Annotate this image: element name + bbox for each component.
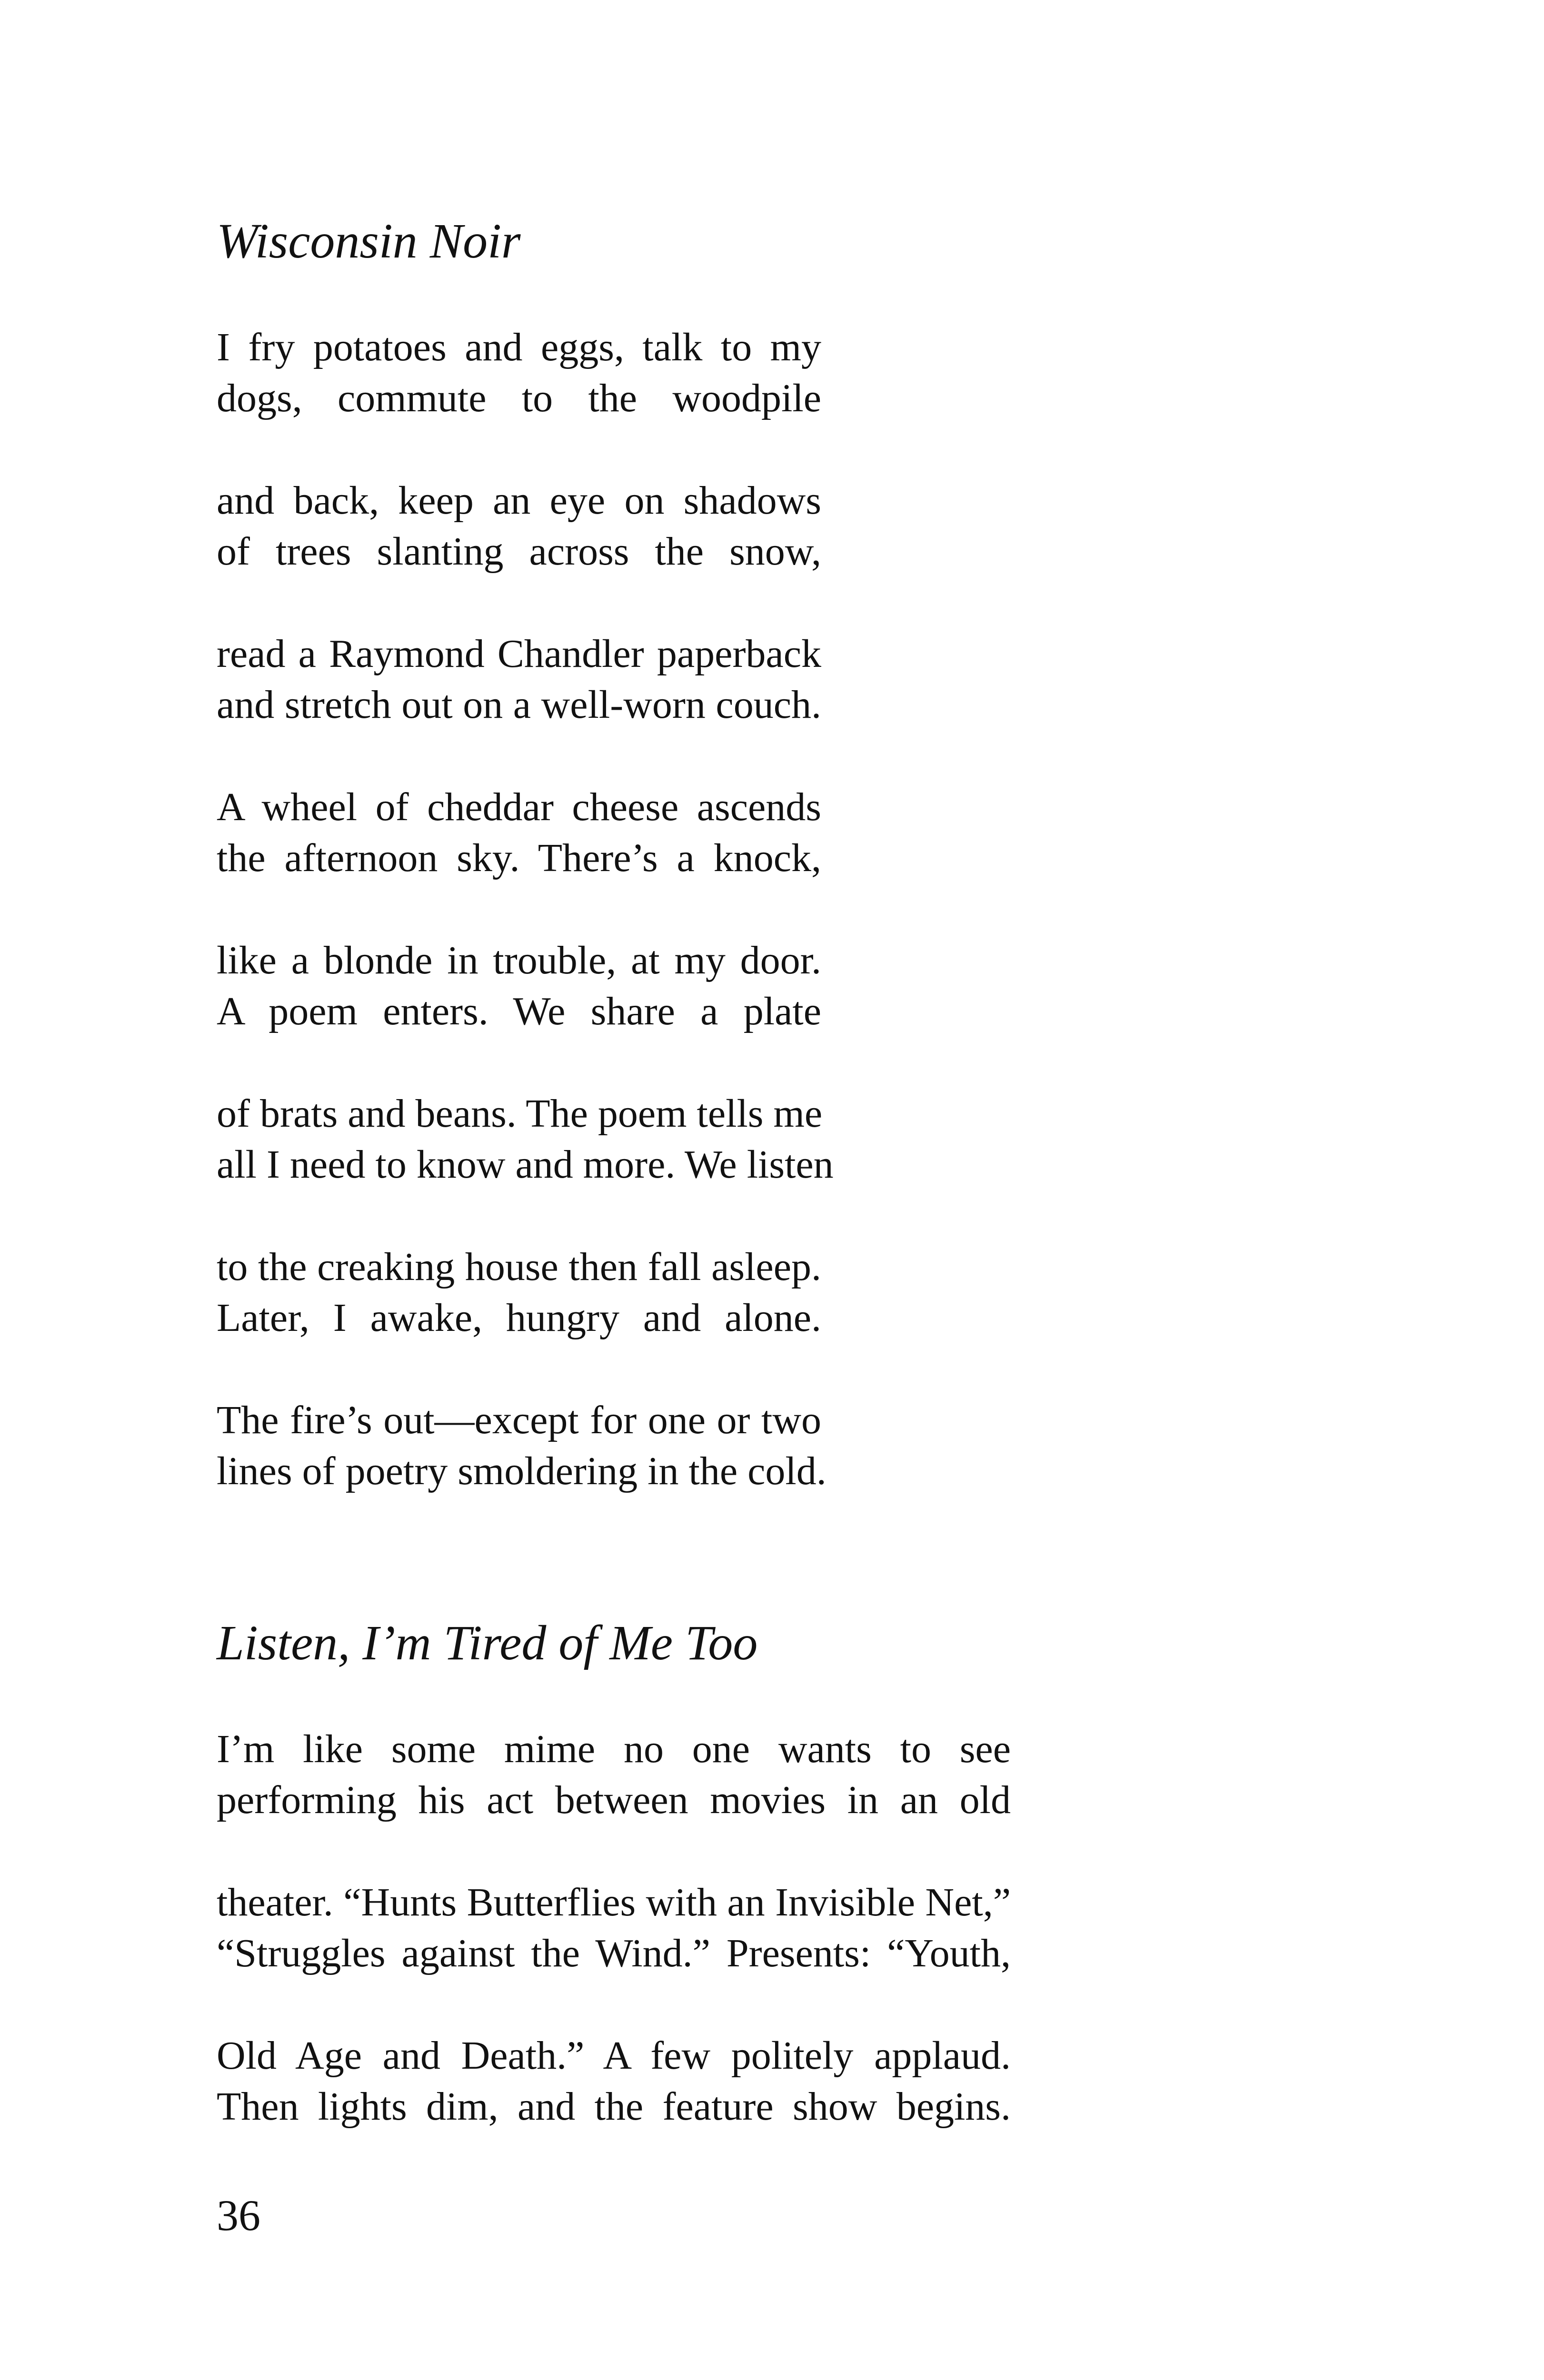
poem-title: Listen, I’m Tired of Me Too [217, 1616, 758, 1670]
poem-line: of trees slanting across the snow, [217, 529, 821, 574]
poem-line: Old Age and Death.” A few politely applaud. [217, 2033, 1011, 2078]
poem-line: the afternoon sky. There’s a knock, [217, 836, 821, 880]
poem-line: and stretch out on a well-worn couch. [217, 683, 821, 727]
poem-line: and back, keep an eye on shadows [217, 478, 821, 523]
poem-line: dogs, commute to the woodpile [217, 376, 821, 420]
page-number: 36 [217, 2191, 260, 2240]
poem-title: Wisconsin Noir [217, 214, 521, 268]
poem-line: all I need to know and more. We listen [217, 1142, 834, 1187]
poem-line: Then lights dim, and the feature show begins. [217, 2084, 1011, 2129]
poem-line: lines of poetry smoldering in the cold. [217, 1449, 827, 1493]
poem-line: like a blonde in trouble, at my door. [217, 938, 821, 982]
poem-line: to the creaking house then fall asleep. [217, 1245, 821, 1289]
poem-line: read a Raymond Chandler paperback [217, 632, 821, 676]
poem-line: I fry potatoes and eggs, talk to my [217, 325, 821, 369]
poem-line: theater. “Hunts Butterflies with an Invisible Net,” [217, 1880, 1011, 1924]
poem-line: A wheel of cheddar cheese ascends [217, 785, 821, 829]
poem-line: Later, I awake, hungry and alone. [217, 1296, 821, 1340]
poem-line: I’m like some mime no one wants to see [217, 1727, 1011, 1771]
poem-line: A poem enters. We share a plate [217, 989, 821, 1033]
poem-line: of brats and beans. The poem tells me [217, 1091, 823, 1136]
poem-line: performing his act between movies in an old [217, 1778, 1011, 1822]
poem-line: The fire’s out—except for one or two [217, 1398, 821, 1442]
poem-line: “Struggles against the Wind.” Presents: “Youth, [217, 1931, 1011, 1975]
